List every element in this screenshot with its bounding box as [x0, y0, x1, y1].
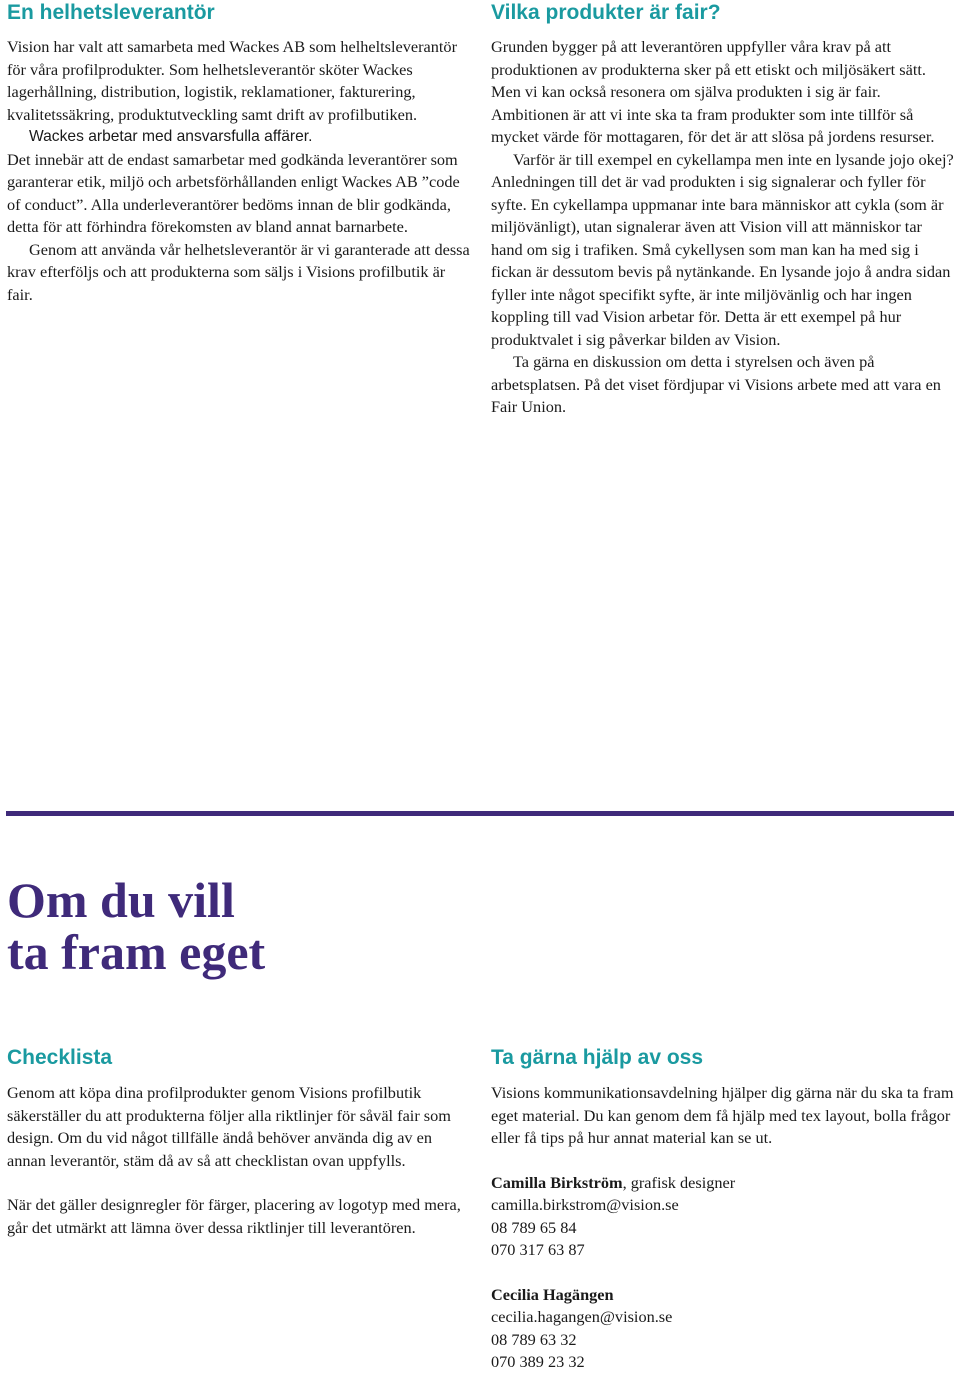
contact-phone: 08 789 65 84 [491, 1217, 577, 1237]
paragraph: Ta gärna en diskussion om detta i styrelsen och även på arbetsplatsen. På det viset fördjupar vi Visions arbete med att vara en Fair Union. [491, 352, 941, 416]
contact-name: Cecilia Hagängen [491, 1284, 614, 1304]
section-title: Ta gärna hjälp av oss [491, 1046, 704, 1069]
contact-role: , grafisk designer [622, 1172, 736, 1192]
paragraph: Genom att använda vår helhetsleverantör är vi garanterade att dessa krav efterföljs och att produkterna som säljs i Visions profilbutik är fair. [7, 239, 470, 304]
section-checklista [7, 1045, 470, 1239]
contact-name: Camilla Birkström [491, 1172, 623, 1192]
paragraph: Varför är till exempel en cykellampa men inte en lysande jojo okej? Anledningen till det är vad produkten i sig signalerar och fyller för syfte. En cykellampa uppmanar inte bara människor att cykla (som är miljövänligt), utan signalerar även att Vision vill att människor tar hand om sig i trafiken. Små cykellysen som man kan ha med sig i fickan är dessutom bevis på nytänkande. En lysande jojo å andra sidan fyller inte något specifikt syfte, är inte miljövänlig och har ingen koppling till vad Vision arbetar för. Detta är ett exempel på hur produktvalet i sig påverkar bilden av Vision. [491, 149, 954, 349]
contact-phone: 08 789 63 32 [491, 1329, 577, 1349]
divider-rule [6, 811, 954, 816]
section-title: Vilka produkter är fair? [491, 1, 721, 24]
contact-email[interactable]: camilla.birkstrom@vision.se [491, 1195, 679, 1214]
contact-card [491, 1172, 954, 1262]
heading-line: Om du vill [7, 872, 235, 928]
contact-email[interactable]: cecilia.hagangen@vision.se [491, 1307, 673, 1326]
contact-name-line [491, 1172, 954, 1195]
section-title: En helhetsleverantör [7, 1, 215, 24]
paragraph: Wackes arbetar med ansvarsfulla affärer. [29, 128, 313, 145]
contact-mobile: 070 317 63 87 [491, 1240, 585, 1259]
paragraph: Visions kommunikationsavdelning hjälper dig gärna när du ska ta fram eget material. Du kan genom dem få hjälp med tex layout, bolla frågor eller få tips på hur annat material kan se ut. [491, 1083, 954, 1147]
paragraph: När det gäller designregler för färger, placering av logotyp med mera, går det utmärkt att lämna över dessa riktlinjer till leverantören. [7, 1195, 461, 1237]
paragraph: Grunden bygger på att leverantören uppfyller våra krav på att produktionen av produkterna sker på ett etiskt och miljösäkert sätt. Men vi kan också resonera om själva produkten i sig är fair. Ambitionen är att vi inte ska ta fram produkter som inte tillför så mycket värde för mottagaren, för det är att slösa på jordens resurser. [491, 37, 935, 146]
page-heading [7, 874, 265, 978]
paragraph: Genom att köpa dina profilprodukter genom Visions profilbutik säkerställer du att produkterna följer alla riktlinjer för såväl fair som design. Om du vid något tillfälle ändå behöver använda dig av en annan leverantör, stäm då av så att checklistan ovan uppfylls. [7, 1083, 451, 1170]
contact-card [491, 1284, 954, 1374]
paragraph: Vision har valt att samarbeta med Wackes AB som helheltsleverantör för våra profilprodukter. Som helhetsleverantör sköter Wackes lagerhållning, distribution, logistik, reklamationer, fakturering, kvalitetssäkring, produktutveckling samt drift av profilbutiken. [7, 37, 457, 124]
section-title: Checklista [7, 1046, 113, 1069]
section-hjalp [491, 1045, 954, 1374]
heading-line: ta fram eget [7, 924, 266, 980]
paragraph: Det innebär att de endast samarbetar med godkända leverantörer som garanterar etik, miljö och arbetsförhållanden enligt Wackes AB ”code of conduct”. Alla underleverantörer bedöms innan de blir godkända, detta för att förhindra förekomsten av bland annat barnarbete. [7, 149, 460, 236]
contact-mobile: 070 389 23 32 [491, 1352, 585, 1371]
contact-name-line [491, 1284, 954, 1307]
section-helhetsleverantor [7, 0, 470, 306]
section-vilka-produkter [491, 0, 954, 419]
